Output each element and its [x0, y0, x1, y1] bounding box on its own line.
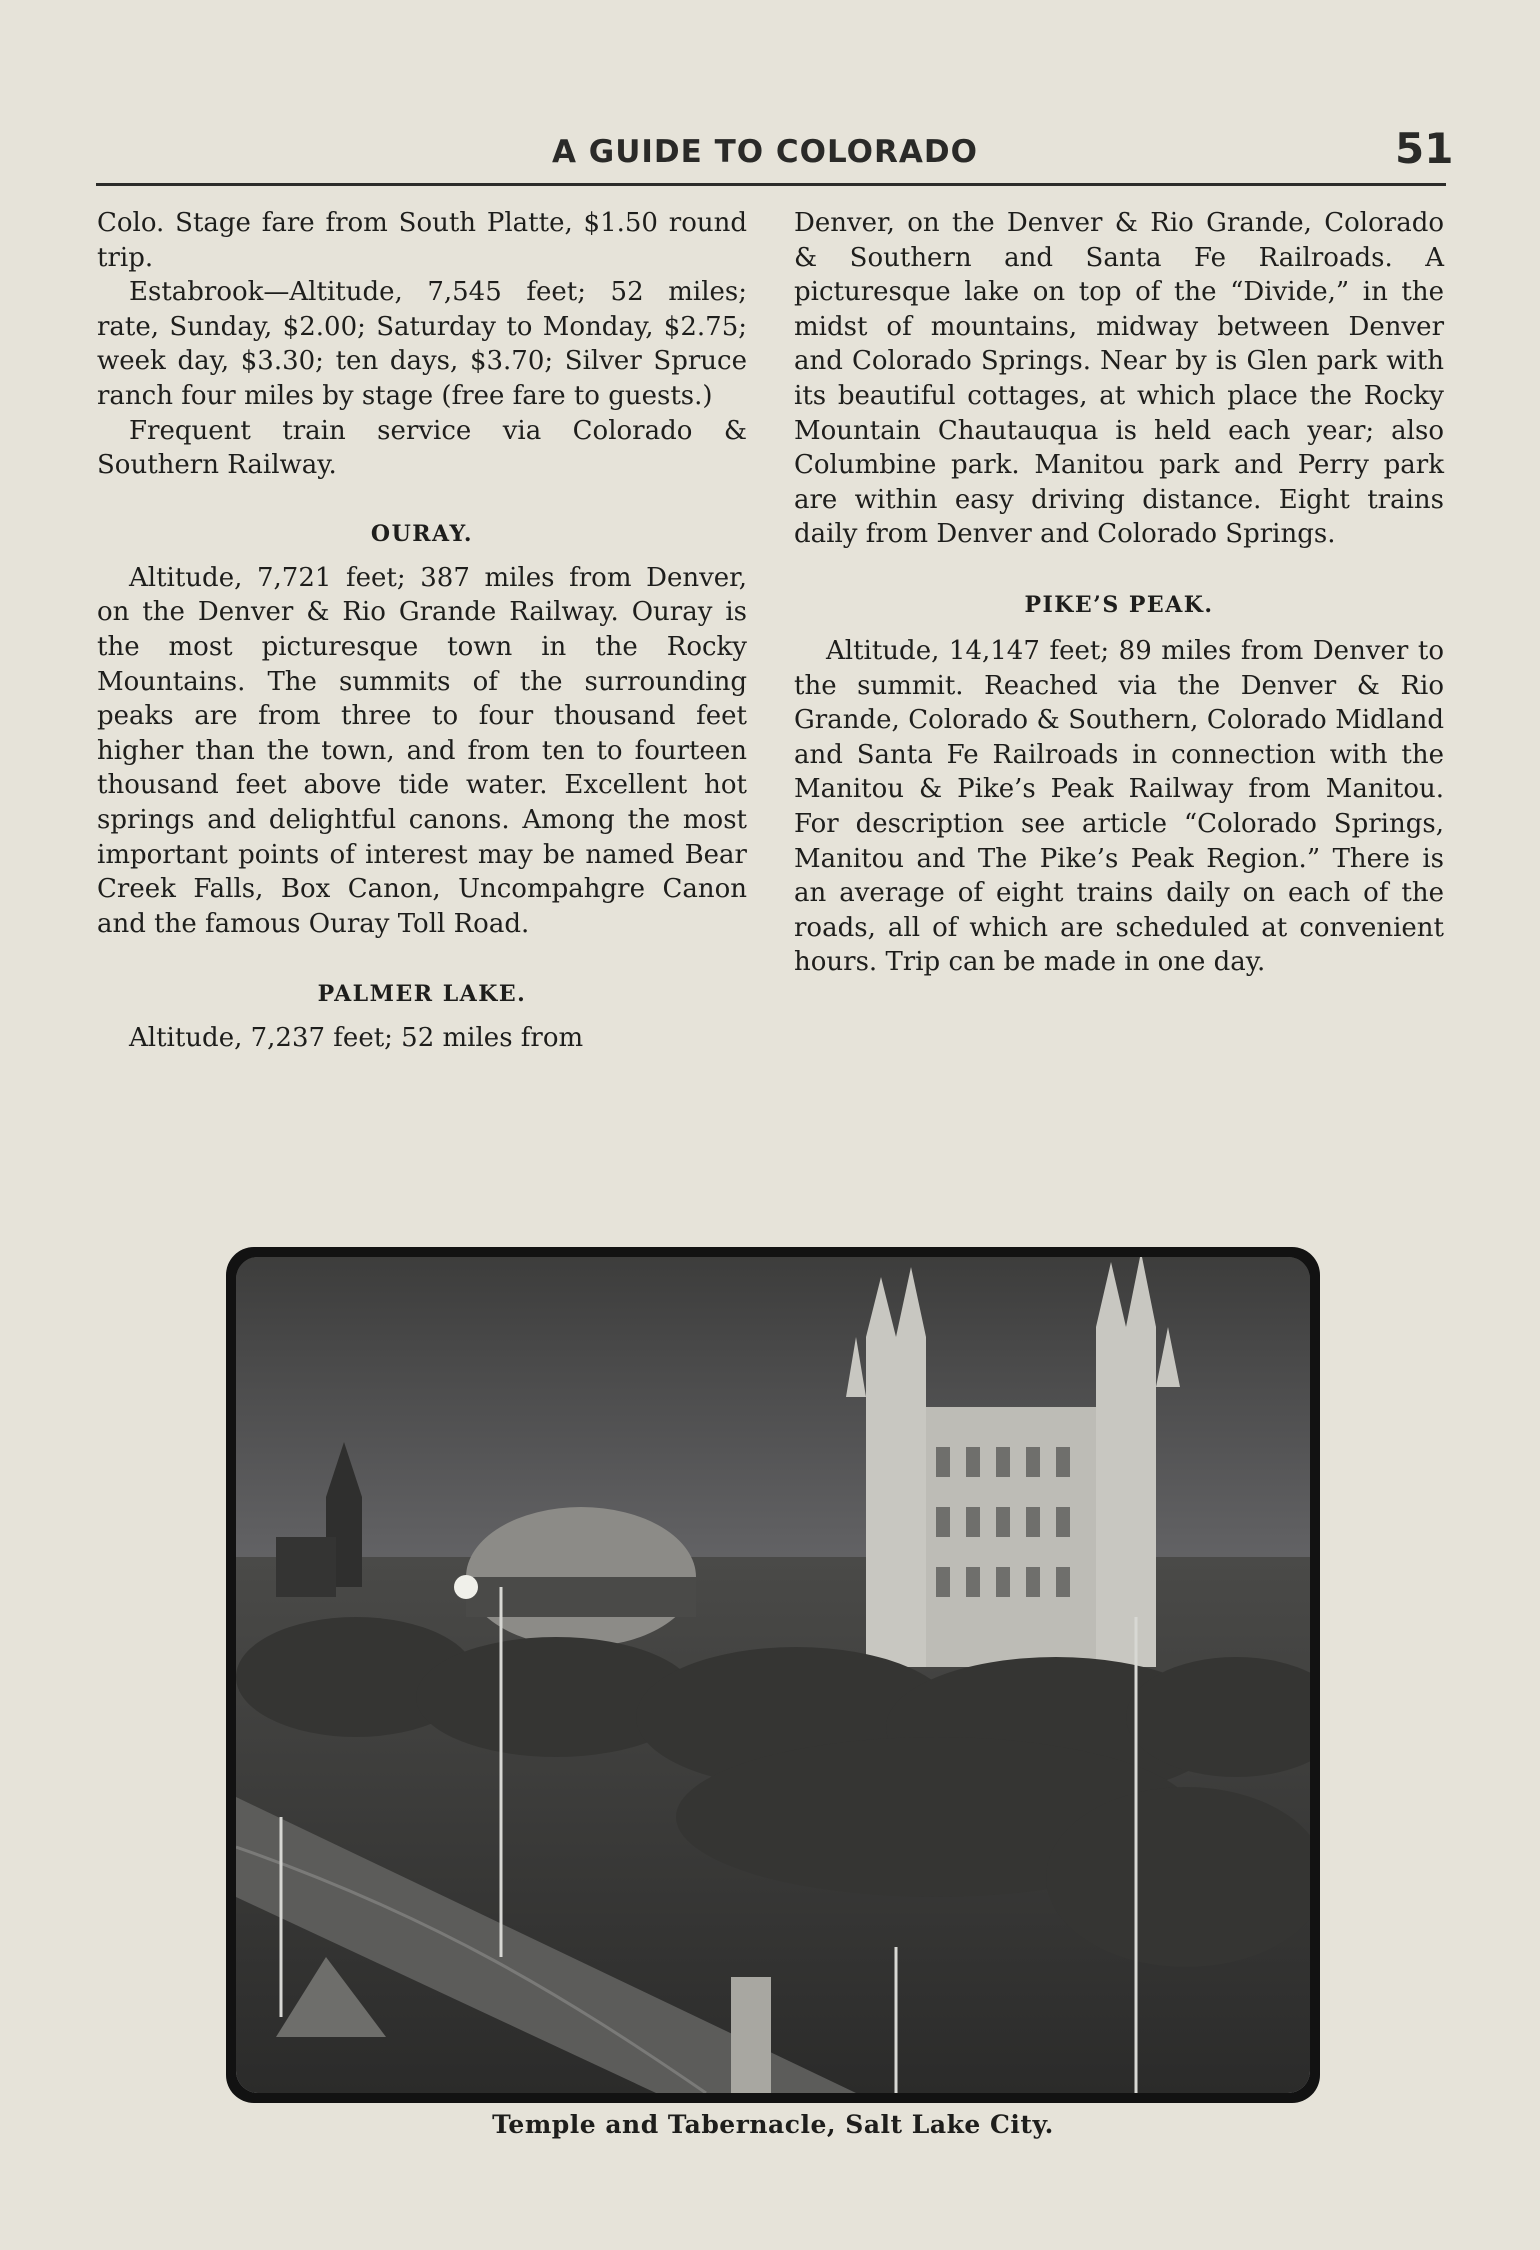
temple-photo [236, 1257, 1310, 2093]
right-column [794, 206, 1444, 980]
section-heading-ouray: OURAY. [370, 520, 474, 547]
paragraph: Altitude, 7,237 feet; 52 miles from [129, 1023, 584, 1054]
left-column [97, 206, 747, 1056]
paragraph: Altitude, 7,721 feet; 387 miles from Denver, on the Denver & Rio Grande Railway. Ouray is the most picturesque town in the Rocky Mountains. The summits of the surrounding peaks are from three to four thousand feet higher than the town, and from ten to fourteen thousand feet above tide water. Excellent hot springs and delightful canons. Among the most important points of interest may be named Bear Creek Falls, Box Canon, Uncompahgre Canon and the famous Ouray Toll Road. [97, 562, 747, 939]
paragraph: Altitude, 14,147 feet; 89 miles from Denver to the summit. Reached via the Denver & Rio Grande, Colorado & Southern, Colorado Midland and Santa Fe Railroads in connection with the Manitou & Pike’s Peak Railway from Manitou. For description see article “Colorado Springs, Manitou and The Pike’s Peak Region.” There is an average of eight trains daily on each of the roads, all of which are scheduled at convenient hours. Trip can be made in one day. [794, 635, 1444, 978]
temple-photo-illustration [236, 1257, 1310, 2093]
paragraph: Colo. Stage fare from South Platte, $1.50 round trip. [97, 208, 747, 273]
section-heading-palmer-lake: PALMER LAKE. [317, 981, 527, 1008]
paragraph: Estabrook—Altitude, 7,545 feet; 52 miles; rate, Sunday, $2.00; Saturday to Monday, $2.75; week day, $3.30; ten days, $3.70; Silver Spruce ranch four miles by stage (free fare to guests.) [97, 277, 747, 411]
paragraph: Frequent train service via Colorado & Southern Railway. [97, 415, 747, 481]
photo-frame [226, 1247, 1320, 2103]
running-title: A GUIDE TO COLORADO [552, 134, 978, 170]
header-rule [96, 183, 1446, 186]
page-number: 51 [1395, 124, 1454, 173]
section-heading-pikes-peak: PIKE’S PEAK. [1024, 591, 1214, 618]
paragraph: Denver, on the Denver & Rio Grande, Colorado & Southern and Santa Fe Railroads. A picturesque lake on top of the “Divide,” in the midst of mountains, midway between Denver and Colorado Springs. Near by is Glen park with its beautiful cottages, at which place the Rocky Mountain Chautauqua is held each year; also Columbine park. Manitou park and Perry park are within easy driving distance. Eight trains daily from Denver and Colorado Springs. [794, 208, 1444, 550]
figure-caption: Temple and Tabernacle, Salt Lake City. [492, 2110, 1054, 2139]
